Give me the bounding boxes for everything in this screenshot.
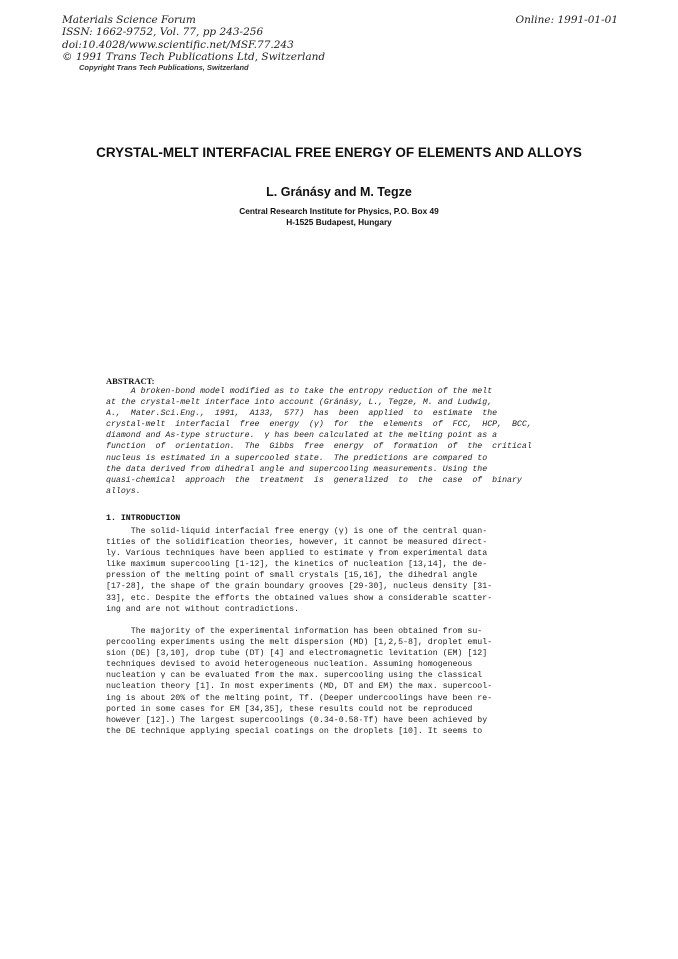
introduction-paragraph-2: [106, 626, 536, 737]
abstract-line: quasi-chemical approach the treatment is generalized to the case of binary: [106, 475, 522, 485]
abstract-line: alloys.: [106, 486, 141, 496]
body-line: tities of the solidification theories, however, it cannot be measured direct-: [106, 538, 488, 548]
body-line: ing and are not without contradictions.: [106, 604, 300, 614]
body-line: nucleation theory [1]. In most experiments (MD, DT and EM) the max. supercool-: [106, 682, 493, 692]
paper-authors: L. Gránásy and M. Tegze: [266, 185, 412, 199]
journal-citation-block: [62, 14, 325, 63]
online-date: Online: 1991-01-01: [515, 14, 618, 26]
author-affiliation: [90, 206, 588, 227]
section-heading-introduction: 1. INTRODUCTION: [106, 514, 181, 523]
paper-title: CRYSTAL-MELT INTERFACIAL FREE ENERGY OF ELEMENTS AND ALLOYS: [96, 145, 582, 160]
publisher-copyright: © 1991 Trans Tech Publications Ltd, Switzerland: [62, 50, 326, 63]
body-line: ly. Various techniques have been applied to estimate γ from experimental data: [106, 549, 488, 559]
abstract-line: A., Mater.Sci.Eng., 1991, A133, 577) has been applied to estimate the: [106, 409, 498, 419]
issn-volume-pages: ISSN: 1662-9752, Vol. 77, pp 243-256: [62, 26, 264, 39]
body-line: ing is about 20% of the melting point, Tf. (Deeper undercoolings have been re-: [106, 693, 493, 703]
copyright-stamp: Copyright Trans Tech Publications, Switzerland: [79, 63, 249, 72]
abstract-line: function of orientation. The Gibbs free energy of formation of the critical: [106, 442, 532, 452]
body-line: [17-28], the shape of the grain boundary grooves [29-30], nucleus density [31-: [106, 582, 493, 592]
journal-name: Materials Science Forum: [62, 14, 196, 26]
abstract-line: crystal-melt interfacial free energy (γ) for the elements of FCC, HCP, BCC,: [106, 420, 532, 430]
affiliation-line: Central Research Institute for Physics, P.O. Box 49: [239, 206, 439, 216]
body-line: ported in some cases for EM [34,35], these results could not be reproduced: [106, 704, 473, 714]
abstract-label: ABSTRACT:: [106, 376, 155, 386]
body-line: percooling experiments using the melt dispersion (MD) [1,2,5-8], droplet emul-: [106, 638, 493, 648]
body-line: 33], etc. Despite the efforts the obtained values show a considerable scatter-: [106, 593, 493, 603]
body-line: sion (DE) [3,10], drop tube (DT) [4] and electromagnetic levitation (EM) [12]: [106, 649, 488, 659]
body-line: The majority of the experimental information has been obtained from su-: [106, 627, 483, 636]
affiliation-line: H-1525 Budapest, Hungary: [286, 216, 392, 227]
body-line: The solid-liquid interfacial free energy (γ) is one of the central quan-: [106, 527, 488, 536]
doi-link[interactable]: doi:10.4028/www.scientific.net/MSF.77.243: [62, 38, 294, 51]
abstract-line: diamond and As-type structure. γ has been calculated at the melting point as a: [106, 431, 498, 441]
body-line: however [12].) The largest supercoolings (0.34-0.58·Tf) have been achieved by: [106, 715, 488, 725]
introduction-paragraph-1: [106, 526, 536, 615]
body-line: pression of the melting point of small crystals [15,16], the dihedral angle: [106, 571, 478, 581]
body-line: the DE technique applying special coatings on the droplets [10]. It seems to: [106, 726, 483, 736]
body-line: like maximum supercooling [1-12], the kinetics of nucleation [13,14], the de-: [106, 560, 488, 570]
abstract-body: [106, 386, 536, 497]
abstract-line: A broken-bond model modified as to take the entropy reduction of the melt: [106, 387, 493, 396]
abstract-line: the data derived from dihedral angle and supercooling measurements. Using the: [106, 464, 488, 474]
abstract-line: at the crystal-melt interface into account (Gránásy, L., Tegze, M. and Ludwig,: [106, 398, 493, 408]
body-line: nucleation γ can be evaluated from the max. supercooling using the classical: [106, 671, 483, 681]
abstract-line: nucleus is estimated in a supercooled state. The predictions are compared to: [106, 453, 488, 463]
body-line: techniques devised to avoid heterogeneous nucleation. Assuming homogeneous: [106, 660, 473, 670]
